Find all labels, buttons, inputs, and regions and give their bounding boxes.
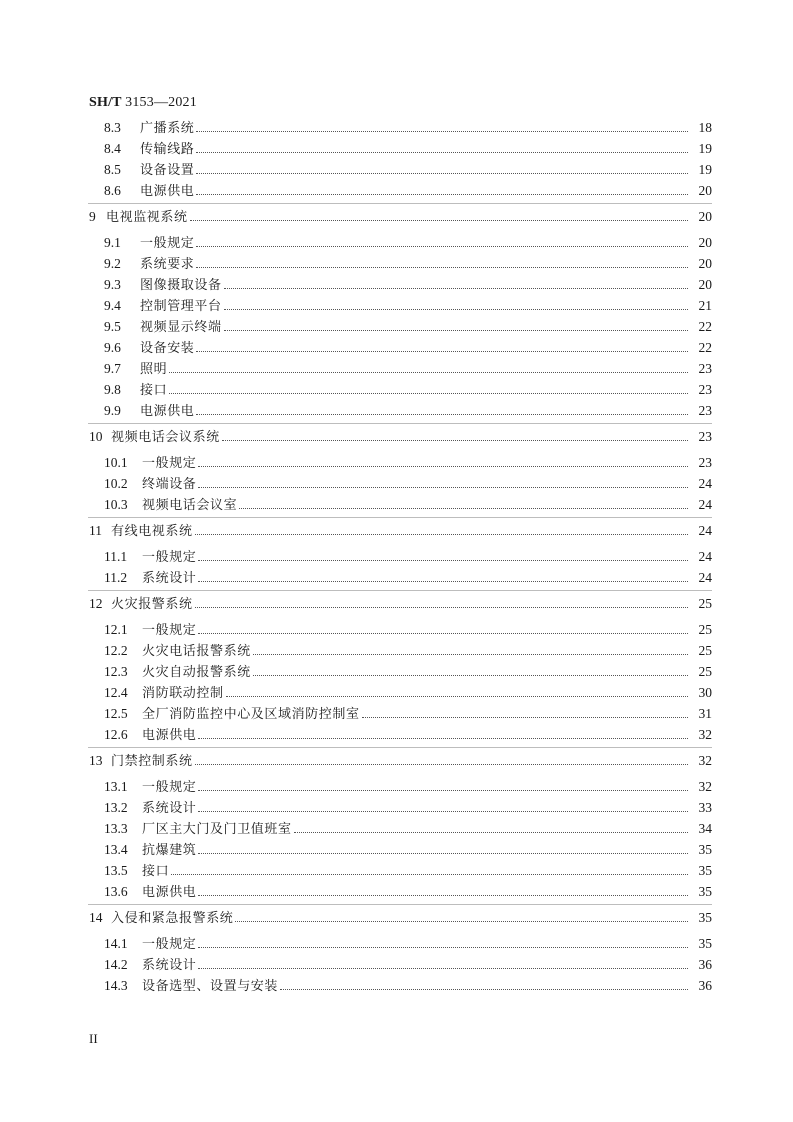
toc-dot-leader [362, 716, 688, 718]
toc-entry-page-number: 33 [698, 800, 712, 815]
toc-dot-leader [196, 193, 688, 195]
toc-section-entry[interactable] [0, 777, 793, 797]
chapter-divider [88, 423, 712, 424]
toc-section-entry[interactable] [0, 976, 793, 996]
toc-entry-page-number: 20 [698, 256, 712, 271]
toc-dot-leader [198, 967, 688, 969]
toc-section-entry[interactable] [0, 495, 793, 515]
toc-entry-page-number: 20 [698, 209, 712, 224]
toc-entry-title: 消防联动控制 [142, 686, 224, 701]
toc-entry-page-number: 22 [698, 319, 712, 334]
toc-dot-leader [196, 266, 688, 268]
toc-entry-title: 一般规定 [140, 236, 195, 251]
toc-chapter-entry[interactable] [0, 427, 793, 447]
toc-entry-number: 9.6 [104, 340, 121, 355]
toc-dot-leader [198, 486, 688, 488]
toc-dot-leader [198, 946, 688, 948]
toc-section-entry[interactable] [0, 401, 793, 421]
toc-entry-page-number: 25 [698, 664, 712, 679]
toc-entry-page-number: 24 [698, 523, 712, 538]
toc-dot-leader [224, 287, 688, 289]
toc-entry-number: 11.2 [104, 570, 128, 585]
toc-section-entry[interactable] [0, 882, 793, 902]
toc-entry-number: 12.1 [104, 622, 128, 637]
toc-chapter-entry[interactable] [0, 751, 793, 771]
toc-entry-number: 12.3 [104, 664, 128, 679]
toc-entry-page-number: 21 [698, 298, 712, 313]
toc-dot-leader [169, 392, 688, 394]
toc-chapter-entry[interactable] [0, 908, 793, 928]
toc-section-entry[interactable] [0, 683, 793, 703]
toc-entry-number: 14.1 [104, 936, 128, 951]
toc-entry-number: 10.3 [104, 497, 128, 512]
toc-entry-title: 火灾自动报警系统 [142, 665, 251, 680]
toc-section-entry[interactable] [0, 725, 793, 745]
toc-section-entry[interactable] [0, 620, 793, 640]
toc-dot-leader [198, 894, 688, 896]
toc-entry-page-number: 24 [698, 497, 712, 512]
toc-entry-page-number: 22 [698, 340, 712, 355]
toc-entry-number: 13.6 [104, 884, 128, 899]
toc-entry-title: 门禁控制系统 [111, 754, 193, 769]
toc-entry-page-number: 19 [698, 141, 712, 156]
toc-entry-page-number: 35 [698, 842, 712, 857]
toc-dot-leader [190, 219, 688, 221]
toc-entry-title: 设备设置 [140, 163, 195, 178]
toc-entry-number: 8.3 [104, 120, 121, 135]
toc-entry-page-number: 24 [698, 570, 712, 585]
toc-dot-leader [169, 371, 688, 373]
toc-entry-page-number: 20 [698, 235, 712, 250]
toc-entry-number: 8.5 [104, 162, 121, 177]
toc-entry-title: 一般规定 [142, 550, 197, 565]
toc-entry-title: 电视监视系统 [106, 210, 188, 225]
toc-entry-title: 广播系统 [140, 121, 195, 136]
toc-entry-number: 13 [89, 753, 103, 768]
toc-entry-page-number: 30 [698, 685, 712, 700]
toc-dot-leader [195, 606, 688, 608]
chapter-divider [88, 517, 712, 518]
toc-entry-page-number: 19 [698, 162, 712, 177]
toc-entry-number: 12 [89, 596, 103, 611]
toc-entry-number: 9 [89, 209, 96, 224]
toc-dot-leader [224, 308, 688, 310]
toc-entry-number: 14 [89, 910, 103, 925]
toc-entry-title: 传输线路 [140, 142, 195, 157]
toc-entry-number: 9.5 [104, 319, 121, 334]
toc-chapter-entry[interactable] [0, 594, 793, 614]
toc-entry-number: 9.9 [104, 403, 121, 418]
toc-entry-title: 终端设备 [142, 477, 197, 492]
toc-section-entry[interactable] [0, 840, 793, 860]
toc-entry-page-number: 35 [698, 884, 712, 899]
toc-entry-page-number: 23 [698, 382, 712, 397]
toc-dot-leader [253, 653, 688, 655]
toc-dot-leader [196, 172, 688, 174]
toc-entry-title: 系统设计 [142, 801, 197, 816]
toc-entry-title: 火灾报警系统 [111, 597, 193, 612]
toc-dot-leader [196, 130, 688, 132]
chapter-divider [88, 203, 712, 204]
toc-entry-title: 抗爆建筑 [142, 843, 197, 858]
toc-dot-leader [195, 763, 688, 765]
toc-section-entry[interactable] [0, 474, 793, 494]
chapter-divider [88, 590, 712, 591]
toc-dot-leader [196, 413, 688, 415]
toc-section-entry[interactable] [0, 160, 793, 180]
toc-entry-number: 13.3 [104, 821, 128, 836]
toc-section-entry[interactable] [0, 861, 793, 881]
toc-entry-page-number: 20 [698, 277, 712, 292]
toc-entry-number: 9.4 [104, 298, 121, 313]
toc-entry-page-number: 23 [698, 403, 712, 418]
toc-dot-leader [235, 920, 688, 922]
toc-section-entry[interactable] [0, 704, 793, 724]
toc-dot-leader [198, 852, 688, 854]
toc-entry-number: 10 [89, 429, 103, 444]
toc-entry-number: 14.2 [104, 957, 128, 972]
toc-entry-title: 系统要求 [140, 257, 195, 272]
toc-chapter-entry[interactable] [0, 521, 793, 541]
toc-entry-title: 接口 [142, 864, 170, 879]
toc-entry-number: 13.1 [104, 779, 128, 794]
toc-entry-title: 系统设计 [142, 571, 197, 586]
toc-entry-number: 12.2 [104, 643, 128, 658]
toc-entry-number: 11.1 [104, 549, 128, 564]
toc-entry-page-number: 24 [698, 549, 712, 564]
standard-code [89, 95, 197, 111]
toc-entry-title: 电源供电 [140, 404, 195, 419]
toc-entry-number: 8.4 [104, 141, 121, 156]
toc-entry-number: 9.7 [104, 361, 121, 376]
toc-entry-page-number: 23 [698, 429, 712, 444]
toc-entry-number: 12.5 [104, 706, 128, 721]
toc-entry-page-number: 35 [698, 863, 712, 878]
toc-entry-page-number: 25 [698, 643, 712, 658]
toc-entry-title: 有线电视系统 [111, 524, 193, 539]
toc-entry-title: 视频电话会议系统 [111, 430, 220, 445]
toc-entry-title: 电源供电 [142, 885, 197, 900]
toc-section-entry[interactable] [0, 317, 793, 337]
toc-section-entry[interactable] [0, 139, 793, 159]
chapter-divider [88, 747, 712, 748]
toc-section-entry[interactable] [0, 359, 793, 379]
toc-entry-page-number: 24 [698, 476, 712, 491]
toc-section-entry[interactable] [0, 547, 793, 567]
toc-entry-page-number: 34 [698, 821, 712, 836]
toc-entry-number: 14.3 [104, 978, 128, 993]
toc-dot-leader [198, 632, 688, 634]
toc-entry-title: 设备选型、设置与安装 [142, 979, 279, 994]
toc-entry-title: 图像摄取设备 [140, 278, 222, 293]
toc-dot-leader [198, 580, 688, 582]
toc-entry-number: 13.5 [104, 863, 128, 878]
toc-dot-leader [198, 789, 688, 791]
toc-entry-number: 12.6 [104, 727, 128, 742]
toc-entry-number: 13.4 [104, 842, 128, 857]
toc-entry-page-number: 32 [698, 779, 712, 794]
toc-entry-title: 系统设计 [142, 958, 197, 973]
toc-section-entry[interactable] [0, 254, 793, 274]
toc-entry-title: 火灾电话报警系统 [142, 644, 251, 659]
toc-section-entry[interactable] [0, 453, 793, 473]
toc-dot-leader [196, 151, 688, 153]
toc-section-entry[interactable] [0, 568, 793, 588]
toc-dot-leader [224, 329, 688, 331]
toc-entry-page-number: 35 [698, 910, 712, 925]
toc-entry-title: 照明 [140, 362, 168, 377]
toc-entry-title: 一般规定 [142, 623, 197, 638]
toc-entry-title: 视频显示终端 [140, 320, 222, 335]
toc-section-entry[interactable] [0, 934, 793, 954]
toc-entry-title: 接口 [140, 383, 168, 398]
toc-section-entry[interactable] [0, 662, 793, 682]
toc-entry-page-number: 36 [698, 957, 712, 972]
toc-dot-leader [280, 988, 688, 990]
toc-section-entry[interactable] [0, 641, 793, 661]
toc-section-entry[interactable] [0, 275, 793, 295]
toc-section-entry[interactable] [0, 819, 793, 839]
toc-entry-page-number: 36 [698, 978, 712, 993]
toc-section-entry[interactable] [0, 118, 793, 138]
toc-entry-title: 一般规定 [142, 456, 197, 471]
toc-entry-title: 一般规定 [142, 937, 197, 952]
toc-entry-page-number: 20 [698, 183, 712, 198]
toc-dot-leader [222, 439, 688, 441]
toc-entry-number: 9.3 [104, 277, 121, 292]
toc-dot-leader [198, 810, 688, 812]
toc-entry-page-number: 32 [698, 727, 712, 742]
toc-entry-title: 电源供电 [142, 728, 197, 743]
toc-dot-leader [171, 873, 688, 875]
toc-entry-page-number: 23 [698, 455, 712, 470]
toc-section-entry[interactable] [0, 338, 793, 358]
toc-entry-page-number: 32 [698, 753, 712, 768]
toc-dot-leader [239, 507, 688, 509]
page-folio: II [89, 1031, 98, 1046]
toc-entry-title: 厂区主大门及门卫值班室 [142, 822, 292, 837]
toc-section-entry[interactable] [0, 798, 793, 818]
toc-entry-title: 设备安装 [140, 341, 195, 356]
toc-section-entry[interactable] [0, 955, 793, 975]
toc-dot-leader [253, 674, 688, 676]
toc-entry-number: 10.1 [104, 455, 128, 470]
toc-section-entry[interactable] [0, 181, 793, 201]
toc-entry-title: 入侵和紧急报警系统 [111, 911, 234, 926]
toc-entry-page-number: 35 [698, 936, 712, 951]
toc-entry-number: 9.8 [104, 382, 121, 397]
toc-entry-number: 13.2 [104, 800, 128, 815]
toc-entry-number: 10.2 [104, 476, 128, 491]
toc-chapter-entry[interactable] [0, 207, 793, 227]
toc-entry-title: 一般规定 [142, 780, 197, 795]
toc-dot-leader [195, 533, 688, 535]
toc-entry-title: 电源供电 [140, 184, 195, 199]
standard-code-number: 3153—2021 [125, 95, 197, 110]
toc-entry-number: 11 [89, 523, 102, 538]
toc-entry-number: 12.4 [104, 685, 128, 700]
toc-entry-number: 8.6 [104, 183, 121, 198]
toc-entry-page-number: 25 [698, 596, 712, 611]
toc-dot-leader [198, 737, 688, 739]
toc-entry-page-number: 18 [698, 120, 712, 135]
toc-section-entry[interactable] [0, 233, 793, 253]
toc-entry-title: 控制管理平台 [140, 299, 222, 314]
toc-dot-leader [198, 465, 688, 467]
toc-dot-leader [196, 245, 688, 247]
toc-entry-title: 全厂消防监控中心及区域消防控制室 [142, 707, 360, 722]
toc-dot-leader [198, 559, 688, 561]
toc-entry-page-number: 31 [698, 706, 712, 721]
toc-section-entry[interactable] [0, 380, 793, 400]
chapter-divider [88, 904, 712, 905]
toc-dot-leader [196, 350, 688, 352]
toc-entry-title: 视频电话会议室 [142, 498, 238, 513]
toc-entry-page-number: 25 [698, 622, 712, 637]
toc-dot-leader [294, 831, 688, 833]
toc-entry-page-number: 23 [698, 361, 712, 376]
toc-entry-number: 9.2 [104, 256, 121, 271]
toc-section-entry[interactable] [0, 296, 793, 316]
toc-entry-number: 9.1 [104, 235, 121, 250]
standard-code-prefix: SH/T [89, 95, 122, 110]
toc-dot-leader [226, 695, 688, 697]
